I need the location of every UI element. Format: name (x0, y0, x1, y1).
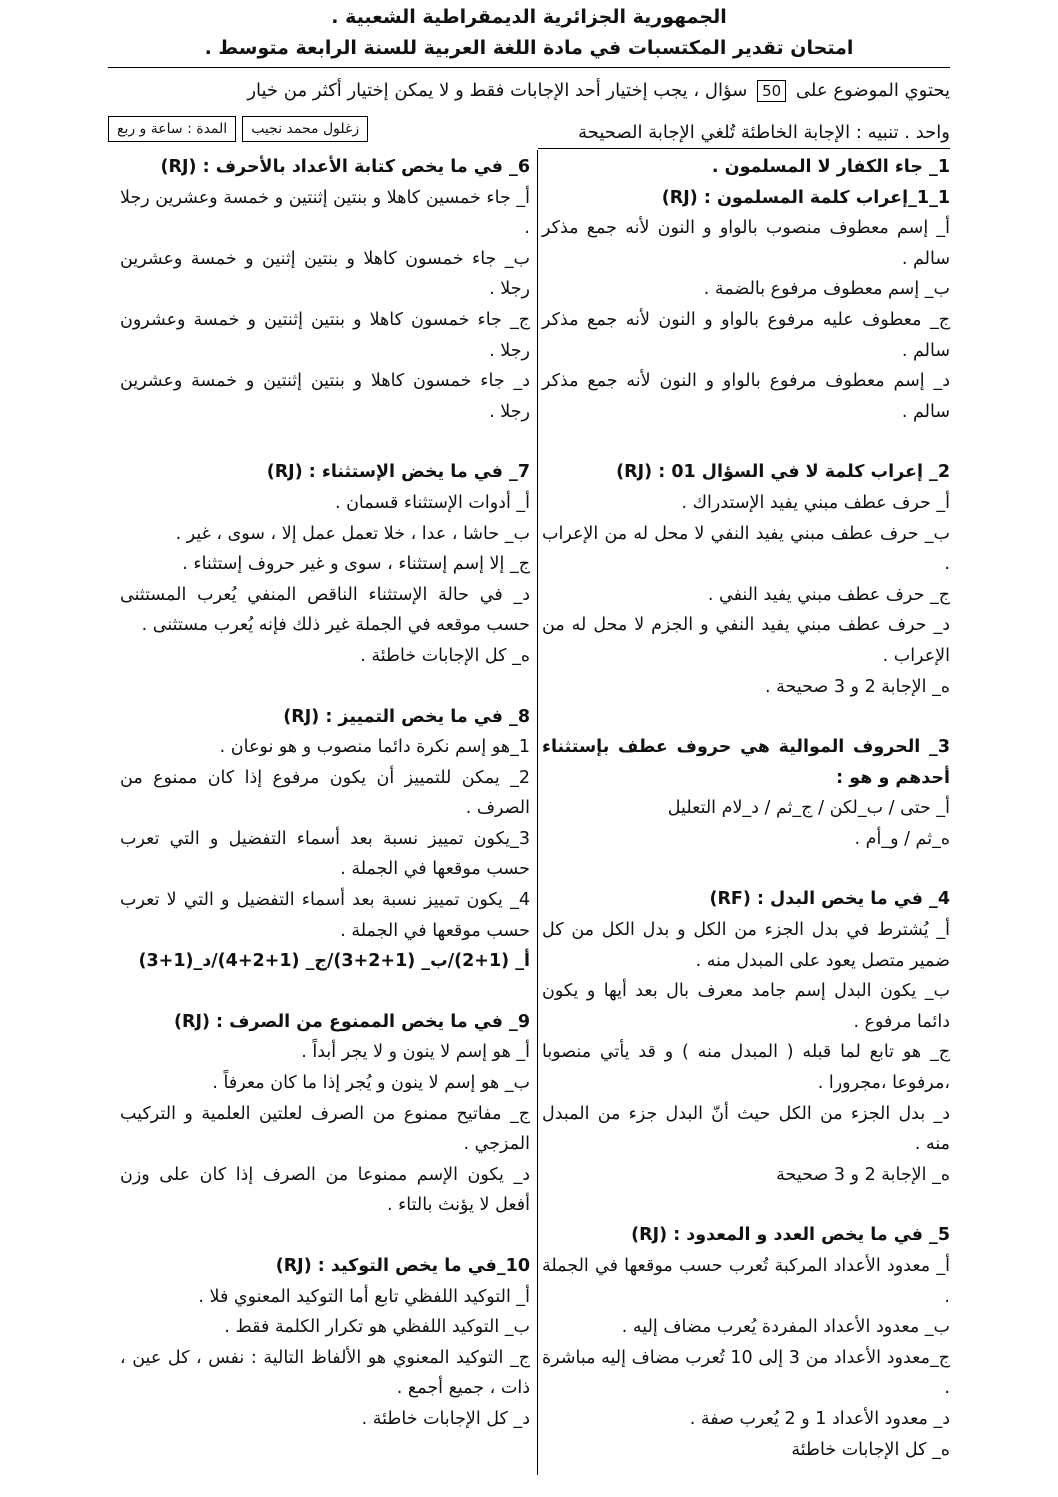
country-title: الجمهورية الجزائرية الديمقراطية الشعبية . (331, 6, 727, 28)
answer-option: د_ معدود الأعداد 1 و 2 يُعرب صفة . (689, 1408, 950, 1429)
right-column (542, 152, 950, 1465)
question-title: 1_ جاء الكفار لا المسلمون . (711, 157, 950, 177)
author-box: زغلول محمد نجيب (242, 116, 368, 142)
answer-option: أ_ حرف عطف مبني يفيد الإستدراك . (681, 492, 950, 513)
warning-text: واحد . تنبيه : الإجابة الخاطئة تُلغي الإجابة الصحيحة (578, 122, 950, 143)
duration-box: المدة : ساعة و ربع (108, 116, 236, 142)
question-title: 3_ الحروف الموالية هي حروف عطف بإستثناء أحدهم و هو : (542, 737, 950, 788)
info-boxes (108, 116, 368, 142)
answer-option: ه_ الإجابة 2 و 3 صحيحة . (765, 676, 950, 697)
column-top-rule (538, 148, 950, 149)
answer-option: ب_ حرف عطف مبني يفيد النفي لا محل له من الإعراب . (542, 523, 950, 575)
answer-option: ب_ التوكيد اللفظي هو تكرار الكلمة فقط . (224, 1317, 530, 1338)
answer-option: 1_هو إسم نكرة دائما منصوب و هو نوعان . (219, 737, 530, 758)
question-6 (120, 152, 530, 427)
question-title: 7_ في ما يخض الإستثناء : (RJ) (266, 462, 530, 483)
answer-option: أ_ التوكيد اللفظي تابع أما التوكيد المعنوي فلا . (198, 1286, 530, 1307)
answer-option: ج_معدود الأعداد من 3 إلى 10 تُعرب مضاف إليه مباشرة . (542, 1347, 950, 1399)
answer-option: أ_ إسم معطوف منصوب بالواو و النون لأنه جمع مذكر سالم . (542, 218, 950, 269)
question-title: 9_ في ما يخص الممنوع من الصرف : (RJ) (173, 1011, 530, 1032)
question-10 (120, 1251, 530, 1435)
question-7 (120, 457, 530, 671)
answer-option: ج_ إلا إسم إستثناء ، سوى و غير حروف إستثناء . (182, 554, 530, 575)
answer-option: ه_ثم / و_أم . (854, 828, 950, 849)
answer-option: ب_ يكون البدل إسم جامد معرف بال بعد أيها و يكون دائما مرفوع . (542, 981, 950, 1032)
question-title: 4_ في ما يخص البدل : (RF) (709, 889, 950, 910)
answer-option: أ_ هو إسم لا ينون و لا يجر أبداً . (301, 1042, 530, 1063)
answer-option: ج_ جاء خمسون كاهلا و بنتين إثنتين و خمسة وعشرون رجلا . (120, 309, 530, 361)
answer-option: ج_ هو تابع لما قبله ( المبدل منه ) و قد يأتي منصوبا ،مرفوعا ،مجرورا . (542, 1042, 950, 1094)
answer-option: د_ بدل الجزء من الكل حيث أنّ البدل جزء من المبدل منه . (542, 1103, 950, 1155)
question-title: 8_ في ما يخص التمييز : (RJ) (283, 706, 530, 727)
answer-option: 4_ يكون تمييز نسبة بعد أسماء التفضيل و التي لا تعرب حسب موقعها في الجملة . (120, 890, 530, 941)
answer-option: أ_ جاء خمسين كاهلا و بنتين إثنتين و خمسة وعشرين رجلا . (120, 187, 530, 239)
question-title: 5_ في ما يخص العدد و المعدود : (RJ) (631, 1225, 950, 1246)
answer-option: ه_ الإجابة 2 و 3 صحيحة (776, 1164, 950, 1185)
answer-option: ب_ هو إسم لا ينون و يُجر إذا ما كان معرفاً . (212, 1073, 530, 1094)
answer-option: 3_يكون تمييز نسبة بعد أسماء التفضيل و التي تعرب حسب موقعها في الجملة . (120, 828, 530, 880)
question-3 (542, 732, 950, 854)
question-2 (542, 457, 950, 702)
answer-option: د_ إسم معطوف مرفوع بالواو و النون لأنه جمع مذكر سالم . (542, 371, 950, 422)
answer-option: ج_ معطوف عليه مرفوع بالواو و النون لأنه جمع مذكر سالم . (542, 309, 950, 361)
answer-option: ب_ إسم معطوف مرفوع بالضمة . (703, 279, 950, 300)
exam-title: امتحان تقدير المكتسبات في مادة اللغة العربية للسنة الرابعة متوسط . (204, 37, 854, 59)
answer-option: ب_ معدود الأعداد المفردة يُعرب مضاف إليه . (621, 1317, 950, 1338)
column-divider (537, 150, 538, 1475)
answer-option: ب_ جاء خمسون كاهلا و بنتين إثنين و خمسة وعشرين رجلا . (120, 248, 530, 300)
answer-option: أ_ أدوات الإستثناء قسمان . (334, 492, 530, 513)
question-5 (542, 1220, 950, 1465)
intro-text-start: يحتوي الموضوع على (795, 80, 950, 101)
answer-option: أ_ حتى / ب_لكن / ج_ثم / د_لام التعليل (667, 798, 950, 819)
question-8 (120, 702, 530, 977)
answer-option: ج_ مفاتيح ممنوع من الصرف لعلتين العلمية و التركيب المزجي . (120, 1103, 530, 1155)
question-1 (542, 152, 950, 427)
question-9 (120, 1007, 530, 1221)
answer-option: د_ حرف عطف مبني يفيد النفي و الجزم لا محل له من الإعراب . (542, 615, 950, 666)
answer-option: ج_ حرف عطف مبني يفيد النفي . (707, 584, 950, 605)
answer-option: 2_ يمكن للتمييز أن يكون مرفوع إذا كان ممنوع من الصرف . (120, 767, 530, 819)
answer-option: ج_ التوكيد المعنوي هو الألفاظ التالية : نفس ، كل عين ، ذات ، جميع أجمع . (120, 1347, 530, 1399)
answer-option: أ_ معدود الأعداد المركبة تُعرب حسب موقعها في الجملة . (542, 1256, 950, 1307)
answer-option: ب_ حاشا ، عدا ، خلا تعمل عمل إلا ، سوى ، غير . (175, 523, 530, 544)
left-column (120, 152, 530, 1435)
answer-option: د_ جاء خمسون كاهلا و بنتين إثنتين و خمسة وعشرين رجلا . (120, 371, 530, 422)
question-title: 2_ إعراب كلمة لا في السؤال 01 : (RJ) (616, 462, 950, 483)
answer-option: د_ في حالة الإستثناء الناقص المنفي يُعرب المستثنى حسب موقعه في الجملة غير ذلك فإنه يُعرب مستثنى . (120, 584, 530, 636)
answer-option: د_ يكون الإسم ممنوعا من الصرف إذا كان على وزن أفعل لا يؤنث بالتاء . (120, 1164, 530, 1216)
intro-text-end: سؤال ، يجب إختيار أحد الإجابات فقط و لا يمكن إختيار أكثر من خيار (247, 80, 748, 101)
question-count: 50 (757, 80, 786, 102)
exam-header (0, 2, 1058, 64)
answer-choices: أ_ (1+2)/ب_ (1+2+3)/ج_ (1+2+4)/د_(1+3) (138, 951, 530, 972)
question-4 (542, 884, 950, 1190)
question-title: 6_ في ما يخص كتابة الأعداد بالأحرف : (RJ) (160, 157, 530, 177)
answer-option: د_ كل الإجابات خاطئة . (361, 1408, 530, 1429)
answer-option: أ_ يُشترط في بدل الجزء من الكل و بدل الكل من كل ضمير متصل يعود على المبدل منه . (542, 920, 950, 971)
question-title: 10_في ما يخص التوكيد : (RJ) (275, 1256, 530, 1276)
answer-option: ه_ كل الإجابات خاطئة (791, 1439, 950, 1460)
header-divider (108, 67, 950, 68)
answer-option: ه_ كل الإجابات خاطئة . (360, 645, 530, 666)
sub-question-title: 1_1_إعراب كلمة المسلمون : (RJ) (661, 187, 950, 208)
